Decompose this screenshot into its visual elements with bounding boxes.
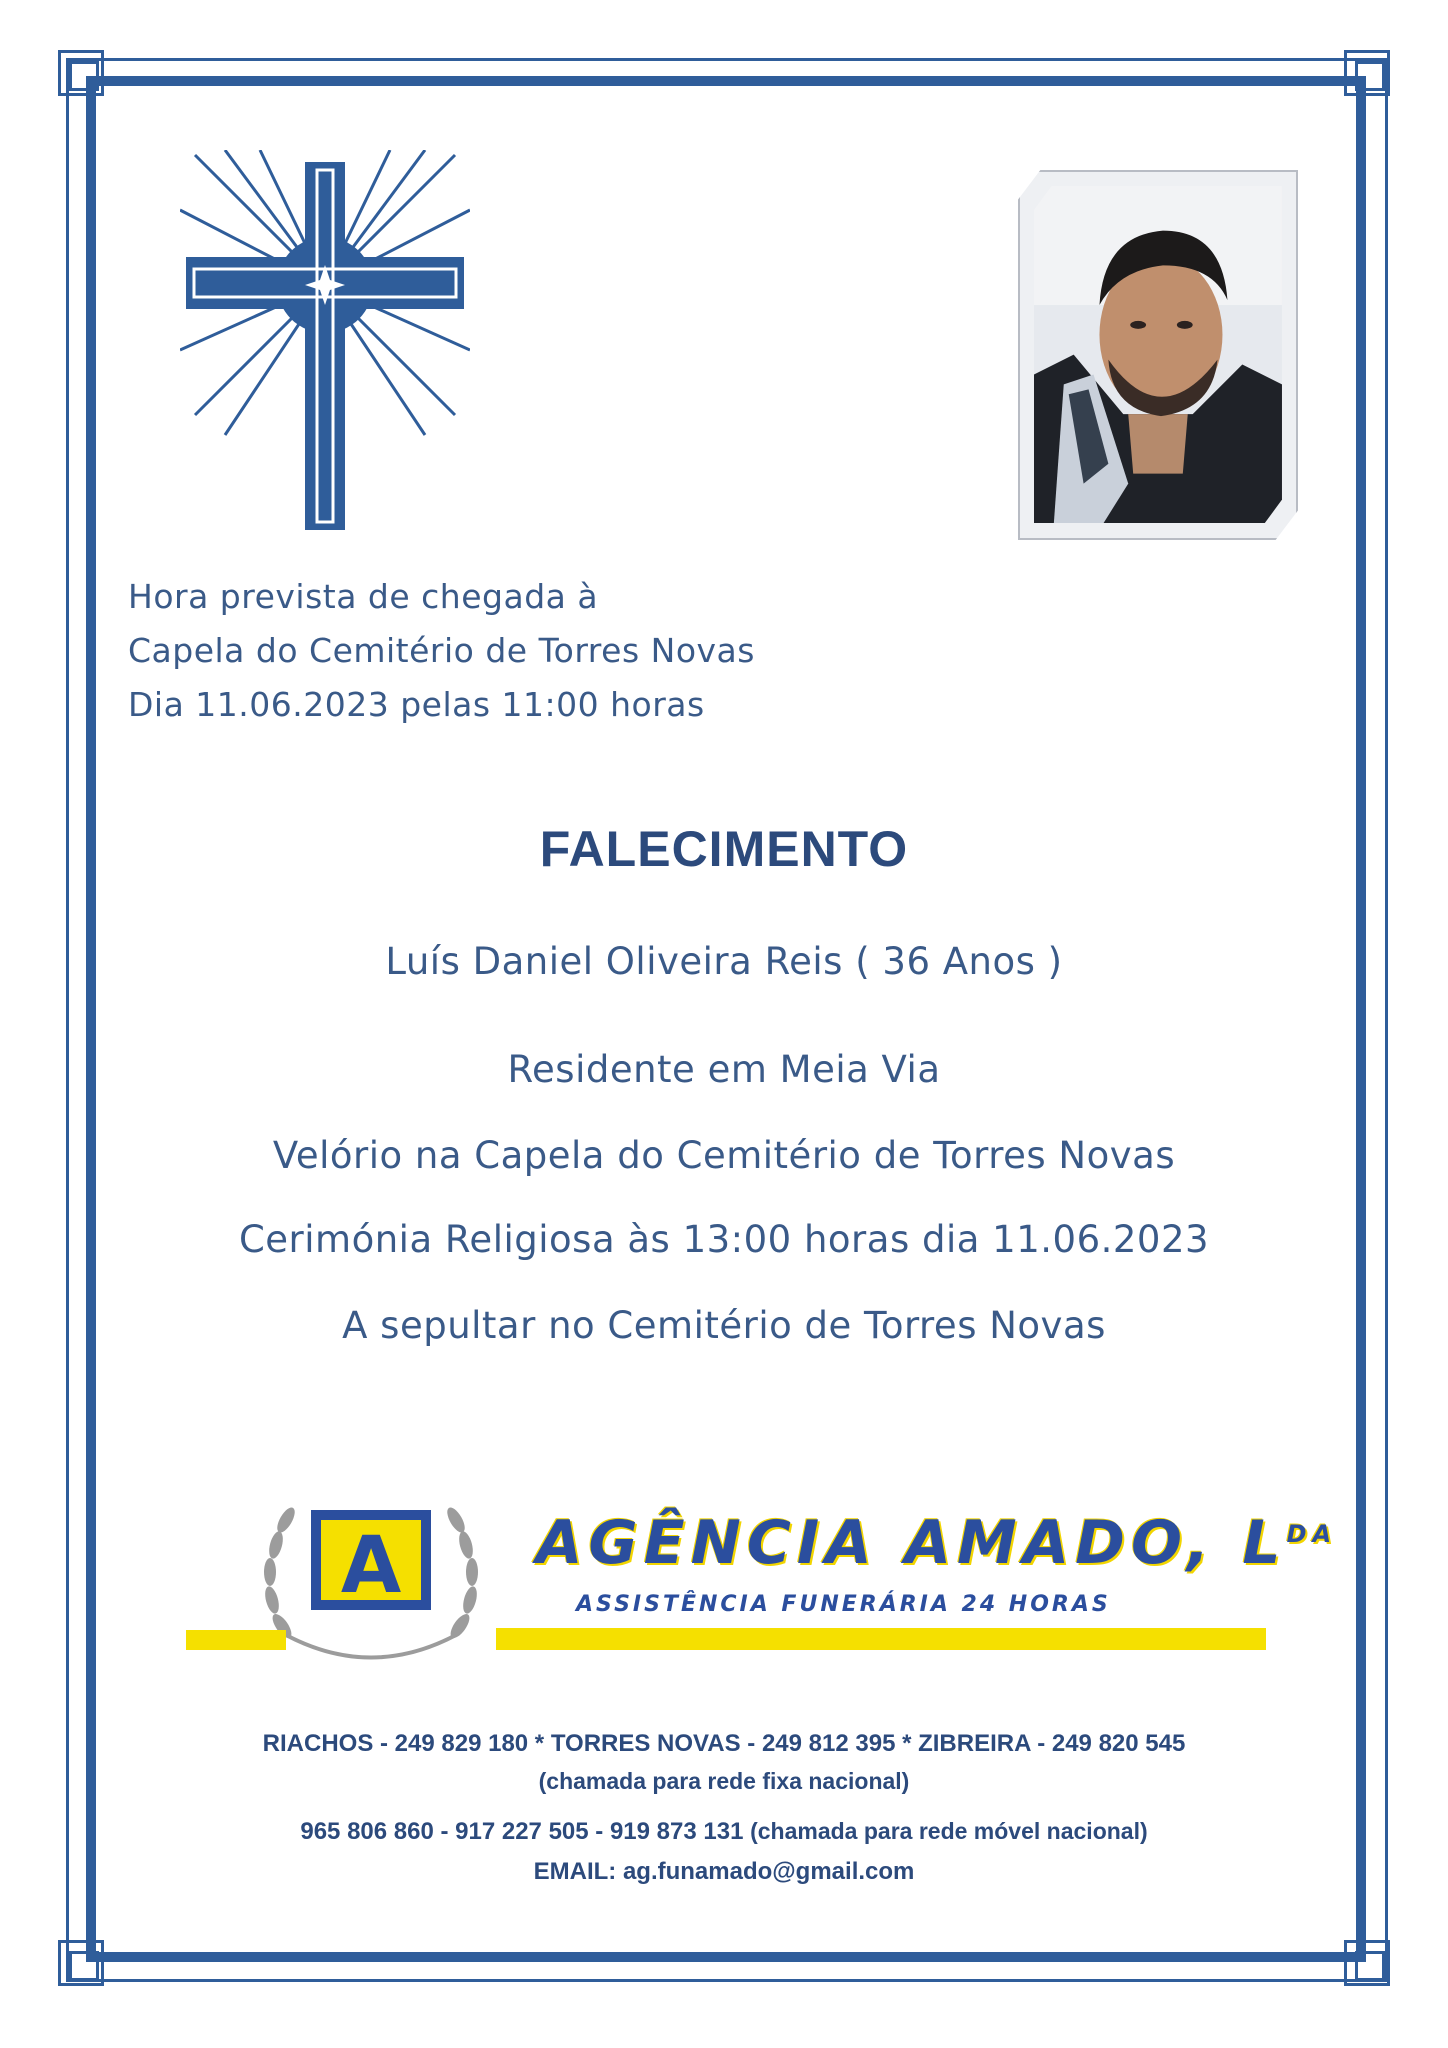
agency-name-text: AGÊNCIA AMADO, L bbox=[536, 1508, 1287, 1578]
mobile-numbers bbox=[0, 1818, 1448, 1846]
laurel-wreath-icon bbox=[256, 1500, 486, 1680]
agency-subtitle: ASSISTÊNCIA FUNERÁRIA 24 HORAS bbox=[576, 1592, 1111, 1617]
arrival-line-3: Dia 11.06.2023 pelas 11:00 horas bbox=[128, 685, 705, 724]
corner-ornament-bottom-right bbox=[1344, 1940, 1390, 1986]
yellow-bar-left bbox=[186, 1630, 286, 1650]
logo-letter: A bbox=[340, 1521, 402, 1611]
ceremony-text: Cerimónia Religiosa às 13:00 horas dia 11.06.2023 bbox=[238, 1218, 1210, 1261]
wake-text: Velório na Capela do Cemitério de Torres Novas bbox=[272, 1134, 1176, 1177]
email-line bbox=[0, 1858, 1448, 1886]
arrival-info bbox=[128, 570, 928, 732]
corner-ornament-top-left bbox=[58, 50, 104, 96]
radiant-cross-icon bbox=[180, 150, 470, 540]
portrait-frame bbox=[1018, 170, 1298, 540]
deceased-name: Luís Daniel Oliveira Reis ( 36 Anos ) bbox=[385, 940, 1063, 983]
arrival-line-1: Hora prevista de chegada à bbox=[128, 577, 599, 616]
agency-logo bbox=[186, 1500, 1338, 1680]
mobile-numbers-text: 965 806 860 - 917 227 505 - 919 873 131 bbox=[300, 1818, 744, 1845]
email-label: EMAIL: bbox=[533, 1858, 617, 1885]
agency-name bbox=[536, 1508, 1337, 1578]
corner-ornament-top-right bbox=[1344, 50, 1390, 96]
portrait-photo bbox=[1034, 186, 1282, 523]
page-title: FALECIMENTO bbox=[539, 821, 909, 877]
email-address: ag.funamado@gmail.com bbox=[622, 1858, 915, 1885]
arrival-line-2: Capela do Cemitério de Torres Novas bbox=[128, 631, 755, 670]
mobile-note: (chamada para rede móvel nacional) bbox=[750, 1818, 1148, 1844]
burial-text: A sepultar no Cemitério de Torres Novas bbox=[342, 1304, 1106, 1347]
corner-ornament-bottom-left bbox=[58, 1940, 104, 1986]
yellow-bar-right bbox=[496, 1628, 1266, 1650]
residence-text: Residente em Meia Via bbox=[507, 1048, 941, 1091]
landline-numbers: RIACHOS - 249 829 180 * TORRES NOVAS - 249 812 395 * ZIBREIRA - 249 820 545 bbox=[262, 1730, 1186, 1757]
agency-name-suffix: DA bbox=[1286, 1520, 1338, 1548]
landline-note: (chamada para rede fixa nacional) bbox=[538, 1768, 910, 1794]
